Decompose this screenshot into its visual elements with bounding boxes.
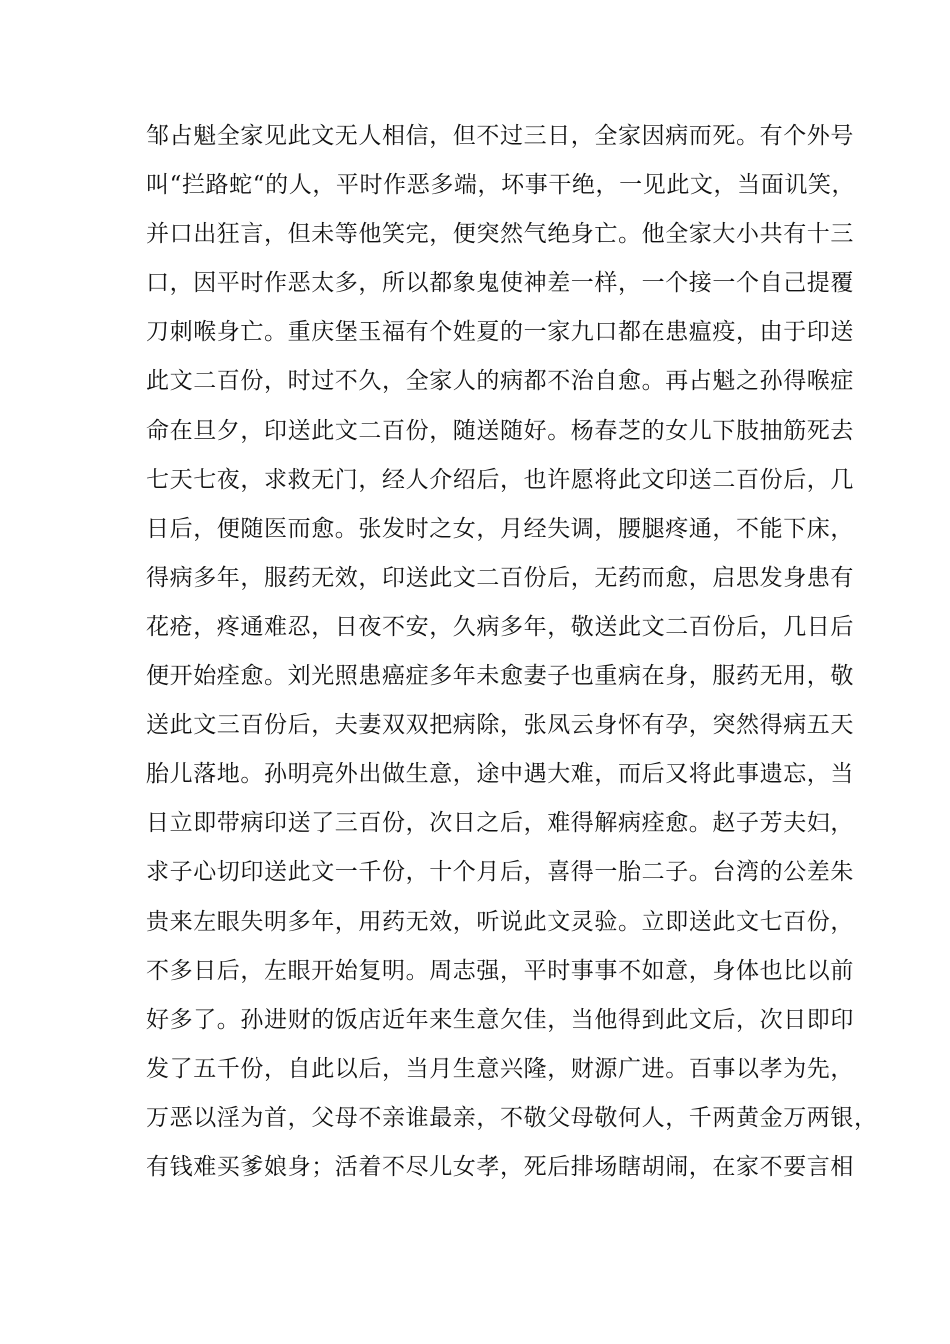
- text-line: 不多日后，左眼开始复明。周志强，平时事事不如意，身体也比以前: [146, 957, 854, 984]
- text-line: 好多了。孙进财的饭店近年来生意欠佳，当他得到此文后，次日即印: [146, 1006, 854, 1033]
- text-line: 万恶以淫为首，父母不亲谁最亲，不敬父母敬何人，千两黄金万两银，: [146, 1104, 878, 1131]
- text-line: 得病多年，服药无效，印送此文二百份后，无药而愈，启思发身患有: [146, 564, 854, 591]
- text-line: 并口出狂言，但未等他笑完，便突然气绝身亡。他全家大小共有十三: [146, 221, 854, 248]
- text-line: 送此文三百份后，夫妻双双把病除，张凤云身怀有孕，突然得病五天: [146, 712, 854, 739]
- text-line: 有钱难买爹娘身；活着不尽儿女孝，死后排场瞎胡闹，在家不要言相: [146, 1153, 854, 1180]
- text-line: 花疮，疼通难忍，日夜不安，久病多年，敬送此文二百份后，几日后: [146, 613, 854, 640]
- text-line: 胎儿落地。孙明亮外出做生意，途中遇大难，而后又将此事遗忘，当: [146, 761, 854, 788]
- text-line: 口，因平时作恶太多，所以都象鬼使神差一样，一个接一个自己提覆: [146, 270, 854, 297]
- text-line: 命在旦夕，印送此文二百份，随送随好。杨春芝的女儿下肢抽筋死去: [146, 417, 854, 444]
- text-line: 日立即带病印送了三百份，次日之后，难得解病痊愈。赵子芳夫妇，: [146, 810, 854, 837]
- text-line: 叫“拦路蛇“的人，平时作恶多端，坏事干绝，一见此文，当面讥笑，: [146, 172, 856, 199]
- body-text: [146, 112, 878, 1192]
- text-line: 刀刺喉身亡。重庆堡玉福有个姓夏的一家九口都在患瘟疫，由于印送: [146, 319, 854, 346]
- text-line: 便开始痊愈。刘光照患癌症多年未愈妻子也重病在身，服药无用，敬: [146, 663, 854, 690]
- text-line: 贵来左眼失明多年，用药无效，听说此文灵验。立即送此文七百份，: [146, 908, 854, 935]
- text-line: 此文二百份，时过不久，全家人的病都不治自愈。再占魁之孙得喉症: [146, 368, 854, 395]
- text-line: 七天七夜，求救无门，经人介绍后，也许愿将此文印送二百份后，几: [146, 466, 854, 493]
- text-line: 邹占魁全家见此文无人相信，但不过三日，全家因病而死。有个外号: [146, 123, 854, 149]
- text-line: 日后，便随医而愈。张发时之女，月经失调，腰腿疼通，不能下床，: [146, 515, 854, 542]
- text-line: 求子心切印送此文一千份，十个月后，喜得一胎二子。台湾的公差朱: [146, 859, 854, 886]
- text-line: 发了五千份，自此以后，当月生意兴隆，财源广进。百事以孝为先，: [146, 1055, 854, 1082]
